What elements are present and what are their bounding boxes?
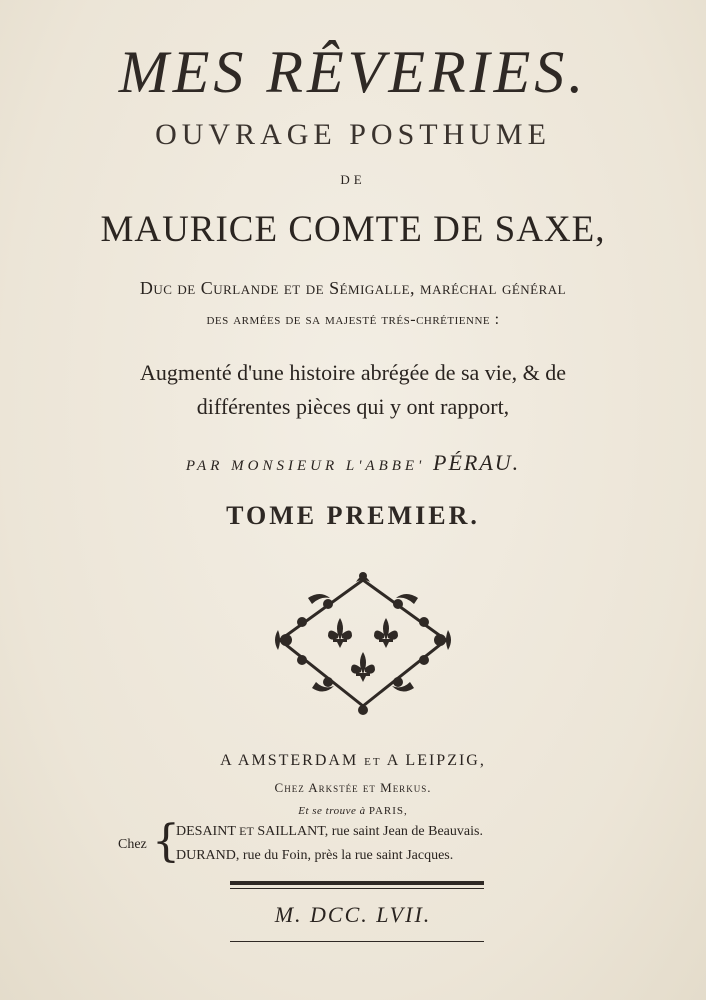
bookseller-1-et: ET [239,824,254,838]
bookseller-2 [176,848,453,864]
author-name: MAURICE COMTE DE SAXE, [100,209,606,250]
rule-thin [230,888,484,889]
chez-label: Chez [118,837,147,852]
imprint-publisher: Chez Arkstée et Merkus. [274,780,432,795]
trouve-city: PARIS, [368,805,408,817]
rule-thick [230,881,484,885]
booksellers [118,816,598,872]
bookseller-2-name: DURAND, [176,848,240,863]
trouve-prefix: Et se trouve à [298,805,366,817]
editor-line [0,450,706,476]
brace-icon: { [152,816,180,867]
author-titles-line-1: Duc de Curlande et de Sémigalle, maréchal général [139,278,567,298]
bookseller-1-name-2: SAILLANT, [257,824,329,839]
bookseller-2-address: rue du Foin, près la rue saint Jacques. [242,848,454,863]
book-subtitle: OUVRAGE POSTHUME [155,118,551,151]
imprint-et: ET [364,756,382,768]
editor-prefix: PAR MONSIEUR L'ABBE' [185,458,426,474]
rule-bottom [230,941,484,942]
publication-year: M. DCC. LVII. [274,902,432,927]
imprint-place [0,752,706,770]
bookseller-1-address: rue saint Jean de Beauvais. [331,824,483,839]
augmentation-line-1: Augmenté d'une histoire abrégée de sa vie, & de [139,360,567,385]
fleur-de-lis-vignette-icon [268,568,458,718]
imprint-city-2: A LEIPZIG, [386,752,486,769]
imprint-also-found [0,805,706,817]
author-titles-line-2: des armées de sa majesté trés-chrétienne : [206,311,500,328]
volume-label: TOME PREMIER. [226,501,480,530]
bookseller-1 [176,824,483,840]
bookseller-1-name: DESAINT [176,824,236,839]
book-title: MES RÊVERIES. [118,39,588,105]
editor-name: PÉRAU. [433,450,521,475]
augmentation-line-2: différentes pièces qui y ont rapport, [196,394,510,419]
imprint-city-1: A AMSTERDAM [220,752,359,769]
preposition-de: DE [340,172,366,187]
